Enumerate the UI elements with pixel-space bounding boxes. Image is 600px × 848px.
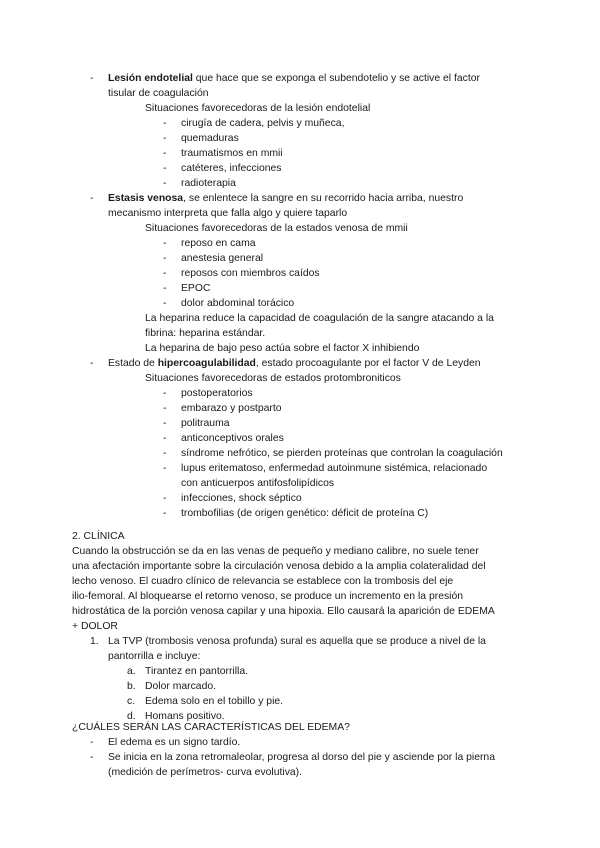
paragraph-line: lecho venoso. El cuadro clínico de relevancia se establece con la trombosis del eje	[72, 576, 454, 587]
section-heading-clinica: 2. CLÍNICA	[72, 531, 125, 542]
list-item: Se inicia en la zona retromaleolar, progresa al dorso del pie y asciende por la pierna	[108, 752, 495, 763]
bullet-dash: -	[90, 737, 94, 748]
bullet-dash: -	[163, 133, 167, 144]
bullet-dash: -	[163, 148, 167, 159]
bullet-dash: -	[163, 163, 167, 174]
list-item-continuation: con anticuerpos antifosfolipídicos	[181, 478, 335, 489]
list-item: quemaduras	[181, 133, 239, 144]
list-item: anticonceptivos orales	[181, 433, 284, 444]
estasis-venosa-text: , se enlentece la sangre en su recorrido hacia arriba, nuestro	[183, 193, 464, 204]
bullet-dash: -	[163, 508, 167, 519]
bullet-dash: -	[163, 178, 167, 189]
term-hipercoagulabilidad: hipercoagulabilidad	[157, 358, 256, 369]
list-item: reposo en cama	[181, 238, 256, 249]
bullet-dash: -	[90, 752, 94, 763]
paragraph-line: Cuando la obstrucción se da en las venas de pequeño y mediano calibre, no suele tener	[72, 546, 479, 557]
lesion-endotelial-line	[108, 71, 480, 86]
list-letter: a.	[127, 666, 136, 677]
list-item: Homans positivo.	[145, 711, 225, 722]
list-letter: b.	[127, 681, 136, 692]
list-item: cirugía de cadera, pelvis y muñeca,	[181, 118, 345, 129]
edema-question: ¿CUÁLES SERÁN LAS CARACTERÍSTICAS DEL EDEMA?	[72, 722, 350, 733]
numbered-item-line-2: pantorrilla e incluye:	[108, 651, 201, 662]
paragraph-line: ilio-femoral. Al bloquearse el retorno venoso, se produce un incremento en la presión	[72, 591, 464, 602]
bullet-dash: -	[163, 283, 167, 294]
heparina-note-1: La heparina reduce la capacidad de coagulación de la sangre atacando a la	[145, 313, 494, 324]
list-item: Dolor marcado.	[145, 681, 217, 692]
list-item: Edema solo en el tobillo y pie.	[145, 696, 284, 707]
paragraph-line: hidrostática de la porción venosa capilar y una hipoxia. Ello causará la aparición de EDEMA	[72, 606, 495, 617]
list-item: reposos con miembros caídos	[181, 268, 320, 279]
bullet-dash: -	[163, 448, 167, 459]
estasis-subheading: Situaciones favorecedoras de la estados venosa de mmii	[145, 223, 408, 234]
term-lesion-endotelial: Lesión endotelial	[108, 73, 193, 84]
term-estasis-venosa: Estasis venosa	[108, 193, 184, 204]
list-item: traumatismos en mmii	[181, 148, 283, 159]
bullet-dash: -	[163, 298, 167, 309]
estasis-venosa-line-2: mecanismo interpreta que falla algo y quiere taparlo	[108, 208, 348, 219]
hiper-subheading: Situaciones favorecedoras de estados protombroniticos	[145, 373, 401, 384]
heparina-note-2: La heparina de bajo peso actúa sobre el factor X inhibiendo	[145, 343, 420, 354]
numbered-item-line: La TVP (trombosis venosa profunda) sural es aquella que se produce a nivel de la	[108, 636, 486, 647]
list-item: síndrome nefrótico, se pierden proteínas que controlan la coagulación	[181, 448, 503, 459]
bullet-dash: -	[163, 118, 167, 129]
hiper-text: , estado procoagulante por el factor V de Leyden	[255, 358, 481, 369]
bullet-dash: -	[90, 358, 94, 369]
list-item: catéteres, infecciones	[181, 163, 282, 174]
lesion-subheading: Situaciones favorecedoras de la lesión endotelial	[145, 103, 371, 114]
bullet-dash: -	[163, 418, 167, 429]
list-number: 1.	[90, 636, 99, 647]
list-item: politrauma	[181, 418, 230, 429]
list-item: embarazo y postparto	[181, 403, 282, 414]
bullet-dash: -	[90, 193, 94, 204]
heparina-note-1-cont: fibrina: heparina estándar.	[145, 328, 266, 339]
list-letter: c.	[127, 696, 136, 707]
bullet-dash: -	[163, 493, 167, 504]
bullet-dash: -	[90, 73, 94, 84]
list-item: infecciones, shock séptico	[181, 493, 302, 504]
paragraph-line: + DOLOR	[72, 621, 118, 632]
lesion-endotelial-line-2: tisular de coagulación	[108, 88, 209, 99]
hiper-prefix: Estado de	[108, 358, 158, 369]
list-item: lupus eritematoso, enfermedad autoinmune sistémica, relacionado	[181, 463, 488, 474]
list-item: EPOC	[181, 283, 211, 294]
bullet-dash: -	[163, 238, 167, 249]
list-item: anestesia general	[181, 253, 264, 264]
bullet-dash: -	[163, 433, 167, 444]
list-item: dolor abdominal torácico	[181, 298, 295, 309]
list-item: El edema es un signo tardío.	[108, 737, 241, 748]
list-item: postoperatorios	[181, 388, 253, 399]
lesion-endotelial-text: que hace que se exponga el subendotelio y se active el factor	[192, 73, 480, 84]
list-item: Tirantez en pantorrilla.	[145, 666, 248, 677]
list-item: radioterapia	[181, 178, 236, 189]
paragraph-line: una afectación importante sobre la circulación venosa debido a la amplia colateralidad del	[72, 561, 486, 572]
estasis-venosa-line	[108, 191, 463, 206]
list-letter: d.	[127, 711, 136, 722]
bullet-dash: -	[163, 463, 167, 474]
bullet-dash: -	[163, 268, 167, 279]
hipercoagulabilidad-line	[108, 356, 481, 371]
bullet-dash: -	[163, 253, 167, 264]
list-item-continuation: (medición de perímetros- curva evolutiva).	[108, 767, 303, 778]
bullet-dash: -	[163, 388, 167, 399]
bullet-dash: -	[163, 403, 167, 414]
list-item: trombofilias (de origen genético: déficit de proteína C)	[181, 508, 429, 519]
